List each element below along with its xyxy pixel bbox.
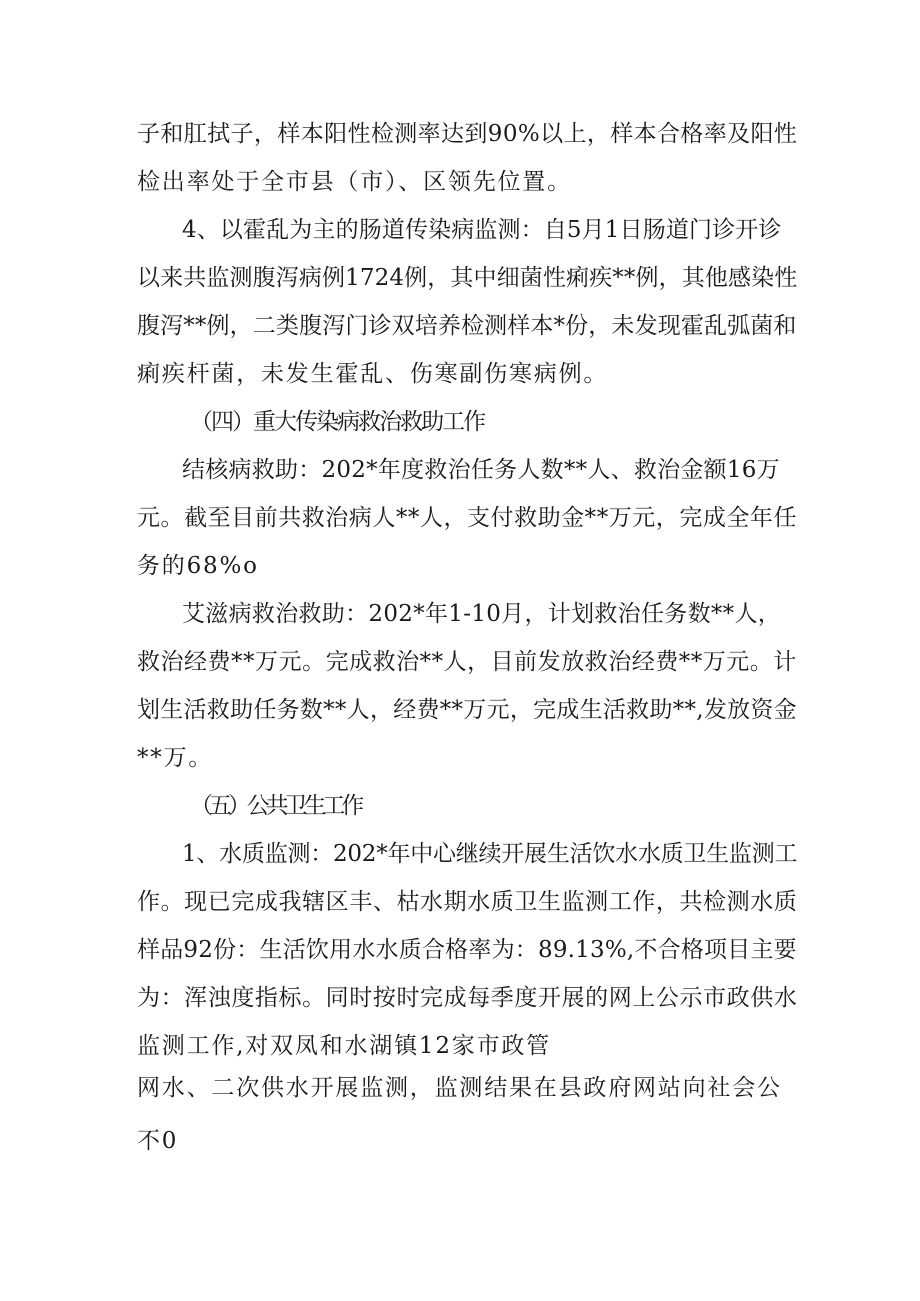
paragraph-e-line-3: 样品92份：生活饮用水水质合格率为：89.13%,不合格项目主要: [137, 937, 797, 963]
paragraph-d-line-4: **万。: [137, 745, 214, 771]
paragraph-d-line-2: 救治经费**万元。完成救治**人，目前发放救治经费**万元。计: [137, 649, 797, 675]
paragraph-b-line-4: 痢疾杆菌，未发生霍乱、伤寒副伤寒病例。: [137, 361, 609, 387]
paragraph-e-line-5: 监测工作,对双凤和水湖镇12家市政管: [137, 1033, 551, 1059]
paragraph-e-line-6: 网水、二次供水开展监测，监测结果在县政府网站向社会公: [137, 1075, 782, 1101]
paragraph-d-line-3: 划生活救助任务数**人，经费**万元，完成生活救助**,发放资金: [137, 697, 797, 723]
paragraph-c-line-1: 结核病救助：202*年度救治任务人数**人、救治金额16万: [182, 457, 780, 483]
paragraph-d-line-1: 艾滋病救治救助：202*年1-10月，计划救治任务数**人，: [182, 601, 782, 627]
paragraph-e-line-4: 为：浑浊度指标。同时按时完成每季度开展的网上公示市政供水: [137, 985, 798, 1011]
section-heading-5: （五）公共卫生工作: [190, 793, 361, 819]
paragraph-a-line-1: 子和肛拭子，样本阳性检测率达到90%以上，样本合格率及阳性: [137, 121, 798, 147]
paragraph-c-line-3: 务的68%o: [137, 553, 259, 579]
paragraph-a-line-2: 检出率处于全市县（市）、区领先位置。: [137, 169, 572, 195]
paragraph-b-line-2: 以来共监测腹泻病例1724例，其中细菌性痢疾**例，其他感染性: [137, 265, 798, 291]
paragraph-b-line-1: 4、以霍乱为主的肠道传染病监测：自5月1日肠道门诊开诊: [182, 217, 782, 243]
paragraph-b-line-3: 腹泻**例，二类腹泻门诊双培养检测样本*份，未发现霍乱弧菌和: [137, 313, 797, 339]
section-heading-4: （四）重大传染病救治救助工作: [190, 409, 485, 435]
paragraph-c-line-2: 元。截至目前共救治病人**人，支付救助金**万元，完成全年任: [137, 505, 797, 531]
paragraph-e-line-7: 不0: [137, 1128, 179, 1154]
paragraph-e-line-1: 1、水质监测：202*年中心继续开展生活饮水水质卫生监测工: [182, 841, 798, 867]
paragraph-e-line-2: 作。现已完成我辖区丰、枯水期水质卫生监测工作，共检测水质: [137, 889, 798, 915]
